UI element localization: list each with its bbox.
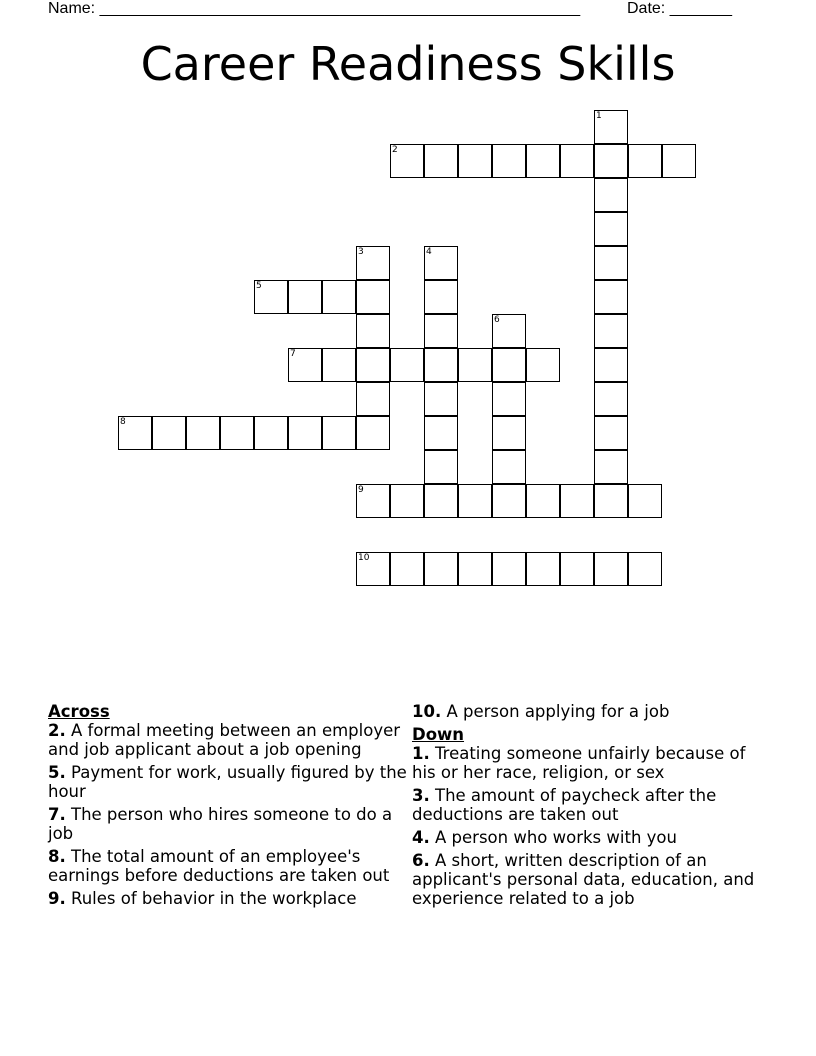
grid-cell[interactable] (356, 314, 390, 348)
grid-cell[interactable] (390, 552, 424, 586)
grid-cell[interactable] (356, 348, 390, 382)
clue-number: 3. (412, 786, 430, 805)
cell-number: 5 (256, 281, 262, 291)
clues-column-right (412, 702, 762, 912)
cell-number: 1 (596, 111, 602, 121)
clue-text: Treating someone unfairly because of his or her race, religion, or sex (412, 744, 746, 782)
grid-cell[interactable] (594, 144, 628, 178)
grid-cell[interactable] (526, 144, 560, 178)
page-title: Career Readiness Skills (140, 37, 676, 91)
grid-cell[interactable] (594, 552, 628, 586)
grid-cell[interactable] (594, 314, 628, 348)
grid-cell[interactable] (186, 416, 220, 450)
grid-cell[interactable] (594, 178, 628, 212)
grid-cell[interactable] (390, 348, 424, 382)
clue-across-2 (48, 721, 408, 759)
clue-number: 5. (48, 763, 66, 782)
clue-text: Rules of behavior in the workplace (71, 889, 357, 908)
clue-across-7 (48, 805, 408, 843)
grid-cell[interactable] (594, 348, 628, 382)
grid-cell[interactable] (594, 416, 628, 450)
grid-cell[interactable] (424, 382, 458, 416)
grid-cell[interactable] (288, 280, 322, 314)
grid-cell[interactable] (390, 484, 424, 518)
grid-cell[interactable] (594, 246, 628, 280)
clue-text: Payment for work, usually figured by the hour (48, 763, 407, 801)
grid-cell[interactable] (424, 314, 458, 348)
cell-number: 7 (290, 349, 296, 359)
clue-down-6 (412, 851, 762, 908)
grid-cell[interactable] (492, 314, 526, 348)
grid-cell[interactable] (356, 416, 390, 450)
grid-cell[interactable] (628, 144, 662, 178)
grid-cell[interactable] (560, 552, 594, 586)
cell-number: 9 (358, 485, 364, 495)
clue-across-8 (48, 847, 408, 885)
grid-cell[interactable] (492, 382, 526, 416)
grid-cell[interactable] (254, 416, 288, 450)
grid-cell[interactable] (118, 416, 152, 450)
cell-number: 4 (426, 247, 432, 257)
grid-cell[interactable] (390, 144, 424, 178)
grid-cell[interactable] (492, 416, 526, 450)
grid-cell[interactable] (526, 552, 560, 586)
grid-cell[interactable] (492, 484, 526, 518)
grid-cell[interactable] (322, 280, 356, 314)
grid-cell[interactable] (424, 450, 458, 484)
grid-cell[interactable] (424, 348, 458, 382)
clue-number: 9. (48, 889, 66, 908)
grid-cell[interactable] (424, 246, 458, 280)
clue-text: A person applying for a job (446, 702, 670, 721)
grid-cell[interactable] (424, 144, 458, 178)
grid-cell[interactable] (492, 348, 526, 382)
clue-number: 8. (48, 847, 66, 866)
grid-cell[interactable] (356, 280, 390, 314)
grid-cell[interactable] (424, 416, 458, 450)
cell-number: 6 (494, 315, 500, 325)
grid-cell[interactable] (594, 450, 628, 484)
cell-number: 3 (358, 247, 364, 257)
clue-down-1 (412, 744, 762, 782)
grid-cell[interactable] (458, 144, 492, 178)
grid-cell[interactable] (492, 144, 526, 178)
grid-cell[interactable] (492, 552, 526, 586)
grid-cell[interactable] (458, 484, 492, 518)
clue-number: 7. (48, 805, 66, 824)
grid-cell[interactable] (220, 416, 254, 450)
grid-cell[interactable] (560, 144, 594, 178)
grid-cell[interactable] (288, 348, 322, 382)
grid-cell[interactable] (594, 280, 628, 314)
clue-across-9 (48, 889, 408, 908)
clue-number: 1. (412, 744, 430, 763)
across-heading: Across (48, 702, 110, 721)
grid-cell[interactable] (526, 348, 560, 382)
grid-cell[interactable] (322, 348, 356, 382)
grid-cell[interactable] (594, 484, 628, 518)
clue-number: 10. (412, 702, 442, 721)
grid-cell[interactable] (526, 484, 560, 518)
cell-number: 10 (358, 553, 370, 563)
clue-text: A formal meeting between an employer and job applicant about a job opening (48, 721, 401, 759)
grid-cell[interactable] (356, 552, 390, 586)
clue-number: 6. (412, 851, 430, 870)
clues-column-left (48, 702, 408, 912)
grid-cell[interactable] (560, 484, 594, 518)
grid-cell[interactable] (492, 450, 526, 484)
grid-cell[interactable] (322, 416, 356, 450)
grid-cell[interactable] (288, 416, 322, 450)
grid-cell[interactable] (254, 280, 288, 314)
grid-cell[interactable] (424, 552, 458, 586)
clue-across-5 (48, 763, 408, 801)
cell-number: 8 (120, 417, 126, 427)
grid-cell[interactable] (152, 416, 186, 450)
clue-text: The amount of paycheck after the deductions are taken out (412, 786, 717, 824)
grid-cell[interactable] (594, 212, 628, 246)
grid-cell[interactable] (458, 552, 492, 586)
grid-cell[interactable] (424, 280, 458, 314)
grid-cell[interactable] (356, 246, 390, 280)
grid-cell[interactable] (628, 484, 662, 518)
name-field-label: Name: ______________________________________________________ (48, 0, 581, 17)
grid-cell[interactable] (628, 552, 662, 586)
clue-text: The total amount of an employee's earnings before deductions are taken out (48, 847, 390, 885)
grid-cell[interactable] (356, 382, 390, 416)
grid-cell[interactable] (356, 484, 390, 518)
grid-cell[interactable] (662, 144, 696, 178)
clue-number: 2. (48, 721, 66, 740)
grid-cell[interactable] (458, 348, 492, 382)
clue-down-4 (412, 828, 762, 847)
clue-text: A person who works with you (435, 828, 677, 847)
grid-cell[interactable] (594, 110, 628, 144)
clue-down-3 (412, 786, 762, 824)
date-field-label: Date: _______ (627, 0, 732, 17)
cell-number: 2 (392, 145, 398, 155)
clue-text: The person who hires someone to do a job (48, 805, 393, 843)
clue-number: 4. (412, 828, 430, 847)
down-heading: Down (412, 725, 465, 744)
clue-across-10 (412, 702, 762, 721)
grid-cell[interactable] (594, 382, 628, 416)
grid-cell[interactable] (424, 484, 458, 518)
clue-text: A short, written description of an applicant's personal data, education, and experience related to a job (412, 851, 755, 908)
